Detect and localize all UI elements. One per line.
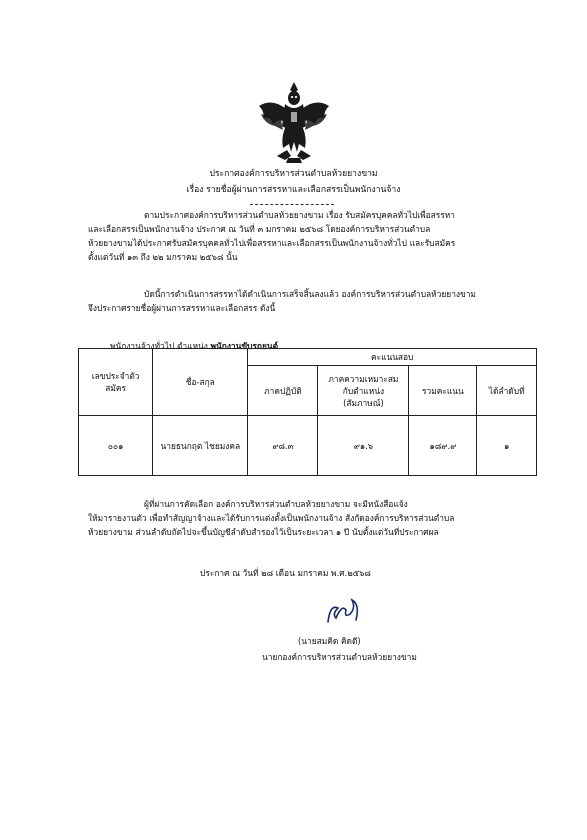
- paragraph-line: ตามประกาศองค์การบริหารส่วนตำบลห้วยยางขาม เรื่อง รับสมัครบุคคลทั่วไปเพื่อสรรหา: [144, 210, 456, 220]
- header-full-name: ชื่อ-สกุล: [153, 349, 248, 416]
- header-practical: ภาคปฏิบัติ: [248, 366, 318, 416]
- paragraph-line: จึงประกาศรายชื่อผู้ผ่านการสรรหาและเลือกสรร ดังนี้: [88, 303, 276, 313]
- header-total: รวมคะแนน: [409, 366, 477, 416]
- paragraph-line: ห้วยยางขามได้ประกาศรับสมัครบุคคลทั่วไปเพื่อสรรหาและเลือกสรรเป็นพนักงานจ้างทั่วไป และรับสมัคร: [88, 238, 456, 248]
- cell-practical: ๙๘.๓: [248, 416, 318, 476]
- signer-title: นายกองค์การบริหารส่วนตำบลห้วยยางขาม: [262, 652, 417, 662]
- position-name: พนักงานขับรถยนต์: [210, 341, 279, 351]
- cell-rank: ๑: [477, 416, 537, 476]
- announcement-title: ประกาศองค์การบริหารส่วนตำบลห้วยยางขาม: [209, 169, 378, 179]
- signer-name: (นายสมคิด คิดดี): [298, 636, 361, 646]
- cell-full-name: นายธนกฤต ไชยมงคล: [153, 416, 248, 476]
- cell-applicant-no: ๐๐๑: [79, 416, 153, 476]
- cell-total: ๑๘๙.๙: [409, 416, 477, 476]
- header-applicant-no: เลขประจำตัว สมัคร: [79, 349, 153, 416]
- header-score-group: คะแนนสอบ: [248, 349, 537, 366]
- announce-date: ประกาศ ณ วันที่ ๒๘ เดือน มกราคม พ.ศ.๒๕๖๘: [200, 568, 371, 578]
- header-rank: ได้ลำดับที่: [477, 366, 537, 416]
- paragraph-closing: [88, 497, 528, 539]
- header-suitability: ภาคความเหมาะสม กับตำแหน่ง (สัมภาษณ์): [318, 366, 409, 416]
- paragraph-line: ให้มารายงานตัว เพื่อทำสัญญาจ้างและได้รับการแต่งตั้งเป็นพนักงานจ้าง สังกัดองค์การบริหารส่วนตำบล: [88, 513, 455, 523]
- paragraph-line: ห้วยยางขาม ส่วนลำดับถัดไปจะขึ้นบัญชีลำดับสำรองไว้เป็นระยะเวลา ๑ ปี นับตั้งแต่วันที่ประกาศผล: [88, 527, 439, 537]
- paragraph-intro: [88, 208, 528, 264]
- announcement-subject: เรื่อง รายชื่อผู้ผ่านการสรรหาและเลือกสรรเป็นพนักงานจ้าง: [186, 185, 401, 195]
- paragraph-line: ผู้ที่ผ่านการคัดเลือก องค์การบริหารส่วนตำบลห้วยยางขาม จะมีหนังสือแจ้ง: [144, 499, 408, 509]
- signature-image: [322, 598, 368, 628]
- paragraph-result: [88, 287, 528, 315]
- cell-suitability: ๙๑.๖: [318, 416, 409, 476]
- garuda-emblem-icon: [255, 78, 333, 166]
- paragraph-line: และเลือกสรรเป็นพนักงานจ้าง ประกาศ ณ วันที่ ๓ มกราคม ๒๕๖๘ โดยองค์การบริหารส่วนตำบล: [88, 224, 431, 234]
- position-prefix: พนักงานจ้างทั่วไป ตำแหน่ง: [110, 341, 208, 351]
- paragraph-line: ตั้งแต่วันที่ ๑๓ ถึง ๒๒ มกราคม ๒๕๖๘ นั้น: [88, 252, 238, 262]
- score-table: [78, 348, 537, 476]
- table-row: [79, 416, 537, 476]
- paragraph-line: บัดนี้การดำเนินการสรรหาได้ดำเนินการเสร็จสิ้นลงแล้ว องค์การบริหารส่วนตำบลห้วยยางขาม: [144, 289, 476, 299]
- title-divider: [250, 204, 334, 205]
